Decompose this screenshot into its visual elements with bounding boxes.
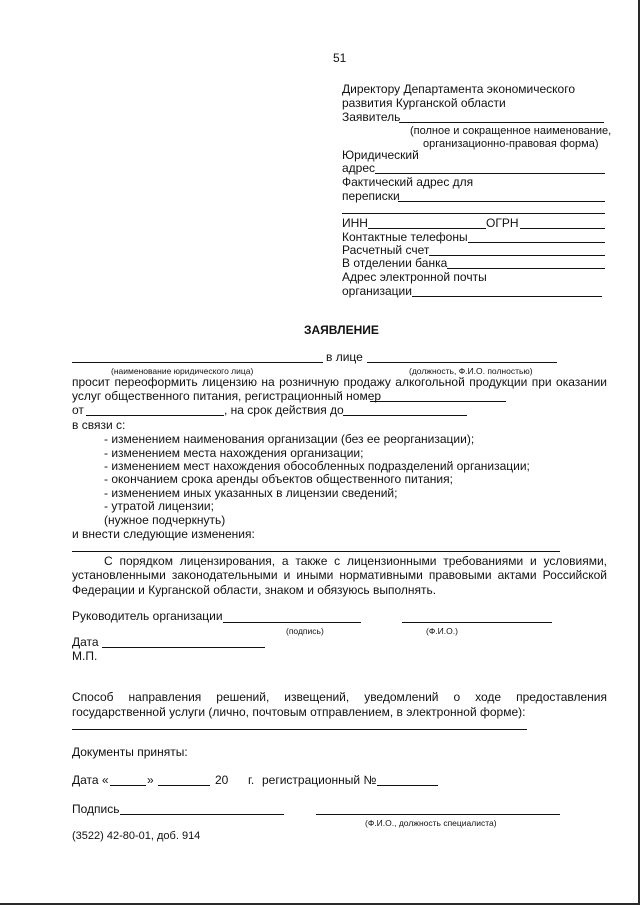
document-title: ЗАЯВЛЕНИЕ — [304, 323, 379, 337]
ogrn-field[interactable] — [520, 228, 605, 229]
contact-phone: (3522) 42-80-01, доб. 914 — [72, 830, 201, 842]
request-line-1: просит переоформить лицензию на розничную продажу алкогольной продукции при оказании — [72, 375, 607, 389]
actual-address-label-2: переписки — [342, 189, 400, 203]
head-signature-field[interactable] — [223, 622, 361, 623]
account-label: Расчетный счет — [342, 243, 430, 257]
reason-item[interactable]: - изменением мест нахождения обособленных подразделений организации; — [104, 459, 530, 473]
reason-item[interactable]: - утратой лицензии; — [104, 499, 214, 513]
applicant-label: Заявитель — [342, 110, 401, 124]
documents-accepted-label: Документы приняты: — [72, 745, 188, 759]
term-label: , на срок действия до — [224, 403, 344, 417]
account-field[interactable] — [429, 255, 605, 256]
changes-field[interactable] — [72, 551, 560, 552]
date-field[interactable] — [102, 647, 265, 648]
accept-month-field[interactable] — [158, 785, 210, 786]
applicant-field[interactable] — [399, 122, 604, 123]
reason-item[interactable]: - изменением места нахождения организации; — [104, 446, 364, 460]
page-number: 51 — [333, 51, 347, 65]
delivery-method-field[interactable] — [72, 729, 527, 730]
applicant-hint-1: (полное и сокращенное наименование, — [410, 125, 612, 137]
position-hint: (должность, Ф.И.О. полностью) — [409, 366, 533, 376]
reason-item[interactable]: - изменением наименования организации (без ее реорганизации); — [104, 432, 475, 446]
changes-label: и внести следующие изменения: — [72, 527, 255, 541]
reason-item[interactable]: - изменением иных указанных в лицензии сведений; — [104, 486, 398, 500]
head-fio-field[interactable] — [402, 622, 552, 623]
license-number-field[interactable] — [370, 401, 506, 402]
agreement-line-3: Федерации и Курганской области, знаком и обязуюсь выполнять. — [72, 583, 437, 597]
head-label: Руководитель организации — [72, 609, 223, 623]
accept-day-field[interactable] — [110, 785, 146, 786]
email-label-2: организации — [342, 284, 412, 298]
specialist-sign-label: Подпись — [72, 802, 120, 816]
in-person-label: в лице — [326, 350, 363, 364]
reg-number-field[interactable] — [377, 785, 438, 786]
email-field[interactable] — [412, 296, 602, 297]
date-label: Дата — [72, 635, 99, 649]
bank-label: В отделении банка — [342, 256, 448, 270]
extra-address-field[interactable] — [342, 213, 605, 214]
applicant-hint-2: организационно-правовая форма) — [423, 138, 599, 150]
phones-field[interactable] — [468, 242, 605, 243]
delivery-line-1: Способ направления решений, извещений, уведомлений о ходе предоставления — [72, 690, 607, 704]
director-line-1: Директору Департамента экономического — [342, 82, 576, 96]
agreement-line-1: С порядком лицензирования, а также с лицензионными требованиями и условиями, — [104, 554, 607, 568]
email-label-1: Адрес электронной почты — [342, 270, 487, 284]
accept-date-quote: » — [147, 773, 154, 787]
legal-address-field[interactable] — [375, 173, 605, 174]
accept-year-prefix: 20 — [215, 773, 229, 787]
fio-hint: (Ф.И.О.) — [426, 626, 458, 636]
license-date-field[interactable] — [86, 415, 224, 416]
agreement-line-2: установленными законодательными и иными нормативными правовыми актами Российской — [72, 568, 607, 582]
accept-year-suffix: г. — [248, 773, 255, 787]
inn-label: ИНН — [342, 216, 368, 230]
org-name-hint: (наименование юридического лица) — [111, 366, 254, 376]
accept-date-label: Дата « — [72, 773, 109, 787]
ogrn-label: ОГРН — [486, 216, 519, 230]
specialist-hint: (Ф.И.О., должность специалиста) — [365, 818, 497, 828]
reg-number-label: регистрационный № — [262, 773, 377, 787]
specialist-signature-field[interactable] — [120, 814, 284, 815]
actual-address-field[interactable] — [398, 201, 605, 202]
term-date-field[interactable] — [343, 415, 467, 416]
legal-address-label-1: Юридический — [342, 148, 419, 162]
specialist-fio-field[interactable] — [316, 814, 560, 815]
stamp-label: М.П. — [72, 649, 98, 663]
inn-field[interactable] — [368, 228, 486, 229]
from-label: от — [72, 403, 84, 417]
legal-address-label-2: адрес — [342, 161, 376, 175]
delivery-line-2: государственной услуги (лично, почтовым отправлением, в электронной форме): — [72, 705, 526, 719]
phones-label: Контактные телефоны — [342, 230, 468, 244]
reason-item[interactable]: - окончанием срока аренды объектов общественного питания; — [104, 472, 453, 486]
due-to-label: в связи с: — [72, 418, 126, 432]
request-line-2: услуг общественного питания, регистрационный номер — [72, 389, 382, 403]
bank-field[interactable] — [447, 268, 605, 269]
director-line-2: развития Курганской области — [342, 96, 506, 110]
organization-name-field[interactable] — [72, 362, 323, 363]
representative-field[interactable] — [367, 362, 557, 363]
underline-note: (нужное подчеркнуть) — [104, 513, 226, 527]
signature-hint: (подпись) — [286, 626, 324, 636]
actual-address-label-1: Фактический адрес для — [342, 175, 474, 189]
